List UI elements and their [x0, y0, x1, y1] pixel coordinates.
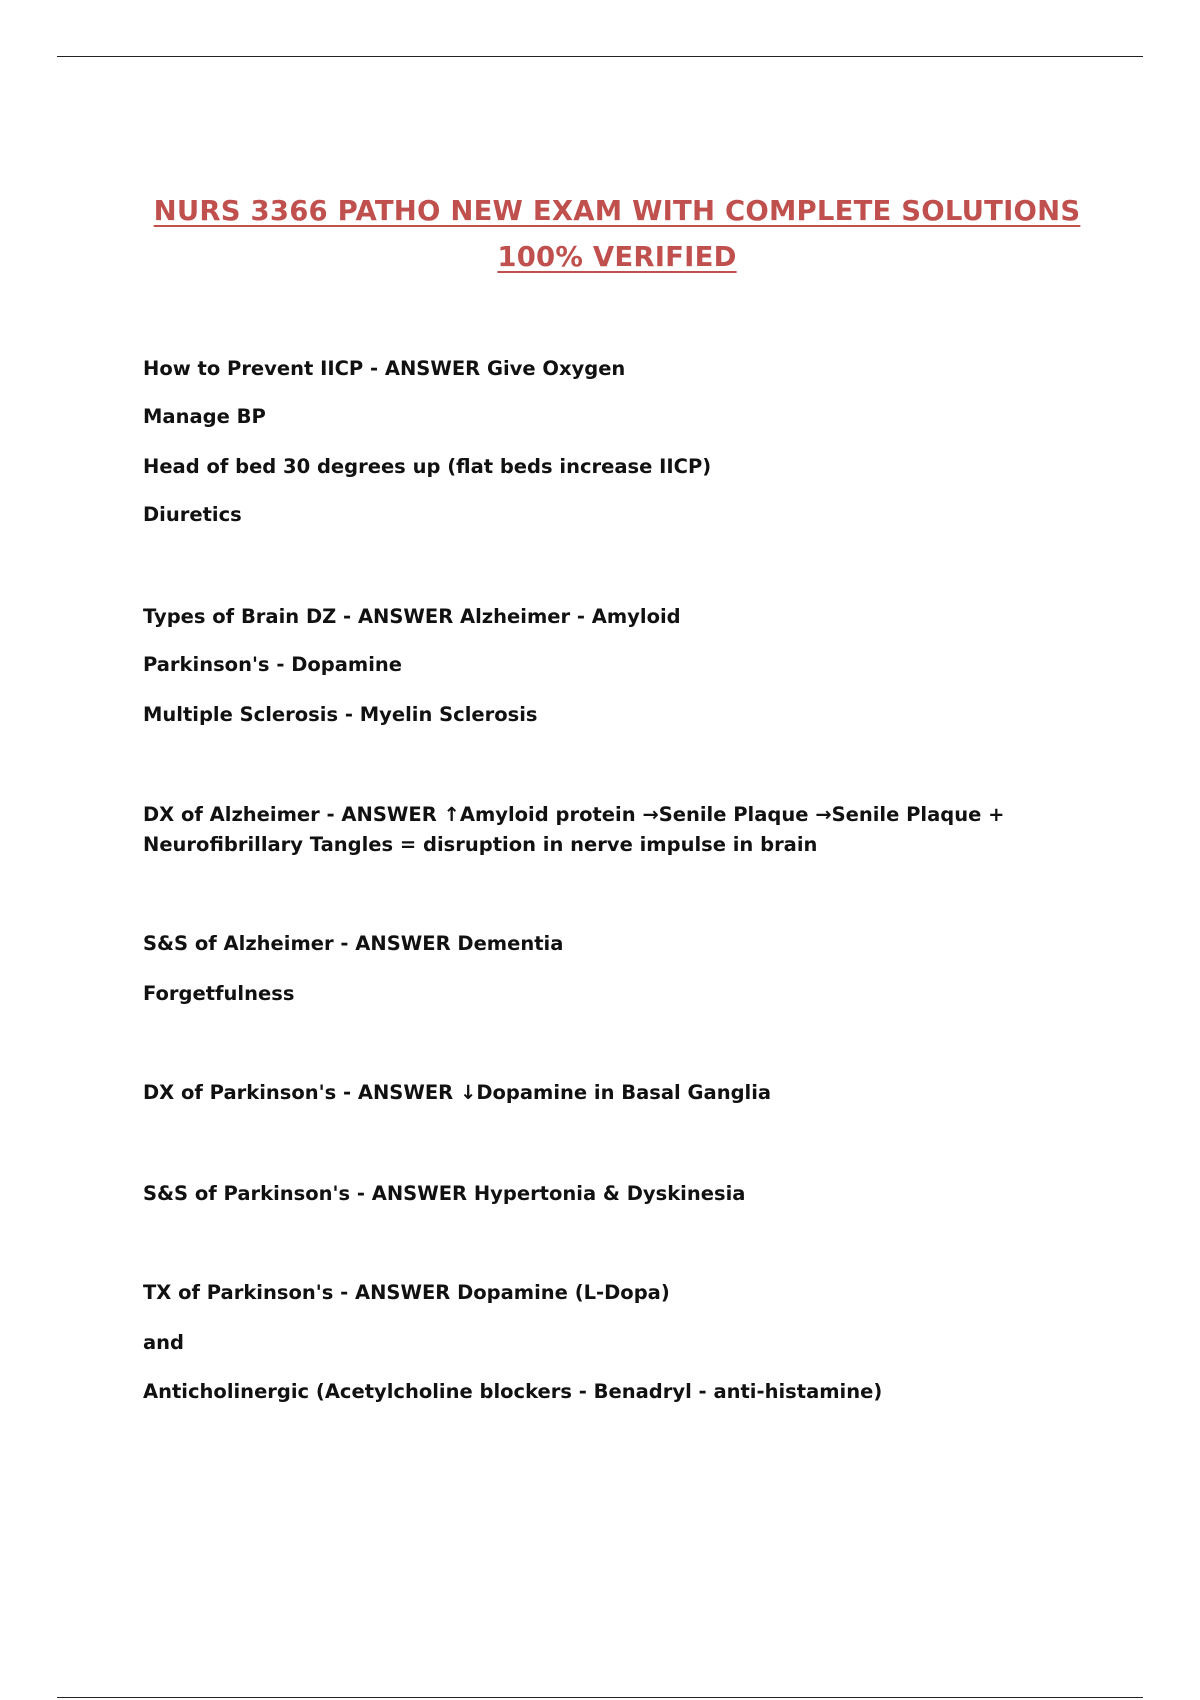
- qa-entry-iicp: [143, 354, 1073, 530]
- document-title: [130, 188, 1104, 280]
- qa-entry-brain-dz: [143, 602, 1073, 730]
- entry-line: Head of bed 30 degrees up (flat beds increase IICP): [143, 455, 712, 478]
- qa-entry-dx-alzheimer: [143, 800, 1073, 860]
- qa-entry-tx-parkinsons: [143, 1278, 1073, 1407]
- entry-line: and: [143, 1331, 184, 1354]
- entry-line: Types of Brain DZ - ANSWER Alzheimer - Amyloid: [143, 605, 681, 628]
- entry-line: How to Prevent IICP - ANSWER Give Oxygen: [143, 357, 626, 380]
- entry-line: DX of Alzheimer - ANSWER ↑Amyloid protein →Senile Plaque →Senile Plaque +: [143, 803, 1005, 826]
- entry-line: Diuretics: [143, 503, 242, 526]
- entry-line: TX of Parkinson's - ANSWER Dopamine (L-Dopa): [143, 1281, 670, 1304]
- entry-line: Multiple Sclerosis - Myelin Sclerosis: [143, 703, 538, 726]
- entry-line: Anticholinergic (Acetylcholine blockers - Benadryl - anti-histamine): [143, 1380, 883, 1403]
- entry-line: S&S of Alzheimer - ANSWER Dementia: [143, 932, 564, 955]
- entry-line: DX of Parkinson's - ANSWER ↓Dopamine in Basal Ganglia: [143, 1081, 772, 1104]
- qa-entry-ss-alzheimer: [143, 929, 1073, 1009]
- bottom-rule: [57, 1697, 1143, 1698]
- title-line-2: 100% VERIFIED: [497, 241, 737, 273]
- top-rule: [57, 56, 1143, 57]
- title-line-1: NURS 3366 PATHO NEW EXAM WITH COMPLETE SOLUTIONS: [153, 195, 1081, 227]
- qa-entry-dx-parkinsons: [143, 1078, 1073, 1108]
- entry-line: Forgetfulness: [143, 982, 295, 1005]
- entry-line: Neurofibrillary Tangles = disruption in nerve impulse in brain: [143, 833, 818, 856]
- qa-entry-ss-parkinsons: [143, 1179, 1073, 1209]
- entry-line: S&S of Parkinson's - ANSWER Hypertonia & Dyskinesia: [143, 1182, 746, 1205]
- entry-line: Parkinson's - Dopamine: [143, 653, 403, 676]
- entry-line: Manage BP: [143, 405, 266, 428]
